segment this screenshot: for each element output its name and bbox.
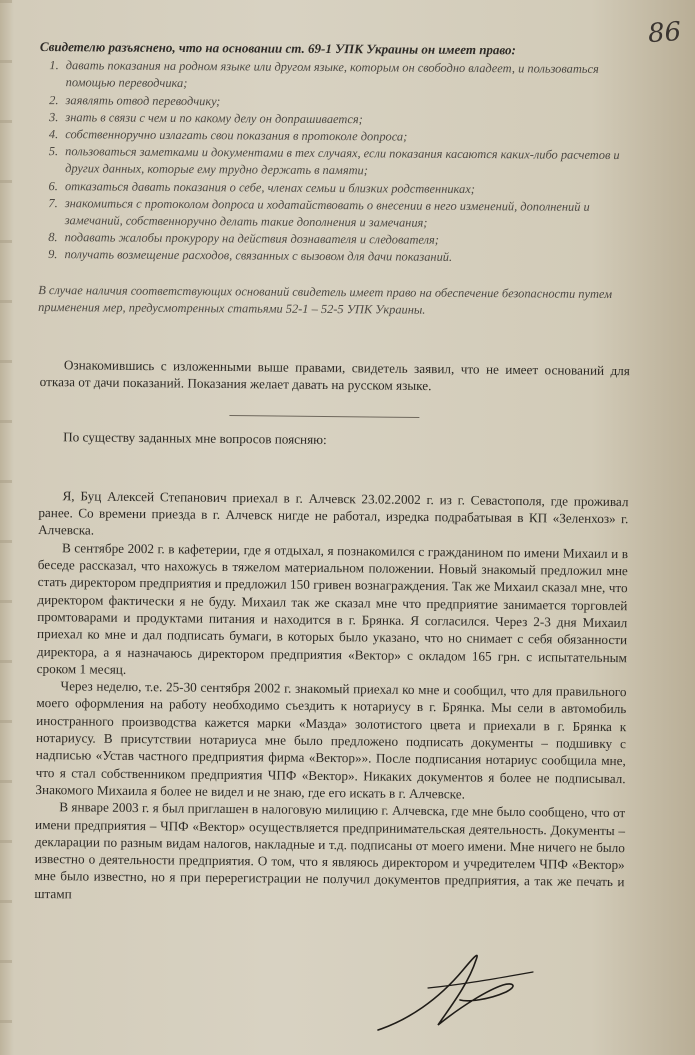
handwritten-signature [368, 930, 548, 1050]
testimony-intro: По существу заданных мне вопросов поясняю: [63, 428, 327, 447]
safety-clause: В случае наличия соответствующих оснований свидетель имеет право на обеспечение безопасности путем применения мер, предусмотренных статьями 52-1 – 52-5 УПК Украины. [38, 282, 613, 317]
rights-item: 7. знакомиться с протоколом допроса и ходатайствовать о внесении в него изменений, дополнений и замечаний, собственноручно делать такие дополнения и замечания; [61, 195, 624, 233]
acknowledgement-paragraph: Ознакомившись с изложенными выше правами, свидетель заявил, что не имеет оснований для отказа от дачи показаний. Показания желает давать на русском языке. [39, 357, 630, 394]
divider-line [229, 415, 419, 418]
rights-item: 5. пользоваться заметками и документами в тех случаях, если показания касаются каких-либо расчетов и других данных, которые ему трудно держать в памяти; [61, 143, 624, 181]
page-number: 86 [646, 16, 683, 50]
rights-header: Свидетелю разъяснено, что на основании ст. 69-1 УПК Украины он имеет право: [39, 38, 516, 58]
testimony-paragraph: В сентябре 2002 г. в кафетерии, где я отдыхал, я познакомился с гражданином по имени Михаил и в беседе рассказал, что нахожусь в тяжелом материальном положении. Новый знакомый предложил мне стать директором предприятия и предложил 150 гривен вознаграждения. Так же Михаил сказал мне, что директором фактически я не буду. Михаил так же сказал мне что предприятие занимается торговлей промтоварами и продуктами питания и находится в г. Брянка. Я согласился. Через 2-3 дня Михаил приехал ко мне и дал подписать бумаги, в которых было указано, что но снимает с себя обязанности директора, а я назначаюсь директором предприятия «Вектор» с окладом 165 грн. с испытательным сроком 1 месяц. [36, 540, 629, 677]
testimony-paragraph: В январе 2003 г. я был приглашен в налоговую милицию г. Алчевска, где мне было сообщено, что от имени предприятия – ЧПФ «Вектор» осуществляется предпринимательская деятельность. Документы – декларации по разным видам налогов, накладные и т.д. подписаны от моего имени. Мне ничего не было известно о деятельности предприятия. О том, что я являюсь директором и учредителем ЧПФ «Вектор» мне было известно, но я при перерегистрации не получил документов предприятия, а так же печать и штамп [34, 799, 626, 902]
rights-item: 6. отказаться давать показания о себе, членах семьи и близких родственниках; [61, 178, 624, 199]
binding-edge [0, 0, 12, 1055]
rights-section [38, 38, 625, 320]
rights-item: 9. получать возмещение расходов, связанных с вызовом для дачи показаний. [60, 247, 623, 268]
testimony-body [34, 356, 630, 908]
rights-list [38, 57, 624, 268]
testimony-paragraph: Через неделю, т.е. 25-30 сентября 2002 г. знакомый приехал ко мне и сообщил, что для правильного моего оформления на работу необходимо съездить к нотариусу в г. Брянка. Мы сели в автомобиль иностранного производства кажется марки «Мазда» золотистого цвета и приехали в г. Брянка к нотариусу. В присутствии нотариуса мне было предложено подписать документы – подшивку с надписью «Устав частного предприятия фирма «Вектор»». После подписания нотариус сообщила мне, что я стал собственником предприятия ЧПФ «Вектор». Никаких документов я более не подписывал. Знакомого Михаила я более не видел и не знаю, где его искать в г. Алчевске. [35, 678, 627, 802]
rights-item: 1. давать показания на родном языке или другом языке, которым он свободно владеет, и пользоваться помощью переводчика; [62, 57, 625, 95]
rights-item: 4. собственноручно излагать свои показания в протоколе допроса; [61, 126, 624, 147]
testimony-paragraph: Я, Буц Алексей Степанович приехал в г. Алчевск 23.02.2002 г. из г. Севастополя, где проживал ранее. Со времени приезда в г. Алчевск нигде не работал, изредка подрабатывая в КП «Зеленхоз» г. Алчевска. [38, 488, 629, 539]
rights-item: 3. знать в связи с чем и по какому делу он допрашивается; [61, 109, 624, 130]
rights-item: 8. подавать жалобы прокурору на действия дознавателя и следователя; [61, 229, 624, 250]
rights-item: 2. заявлять отвод переводчику; [62, 92, 625, 113]
